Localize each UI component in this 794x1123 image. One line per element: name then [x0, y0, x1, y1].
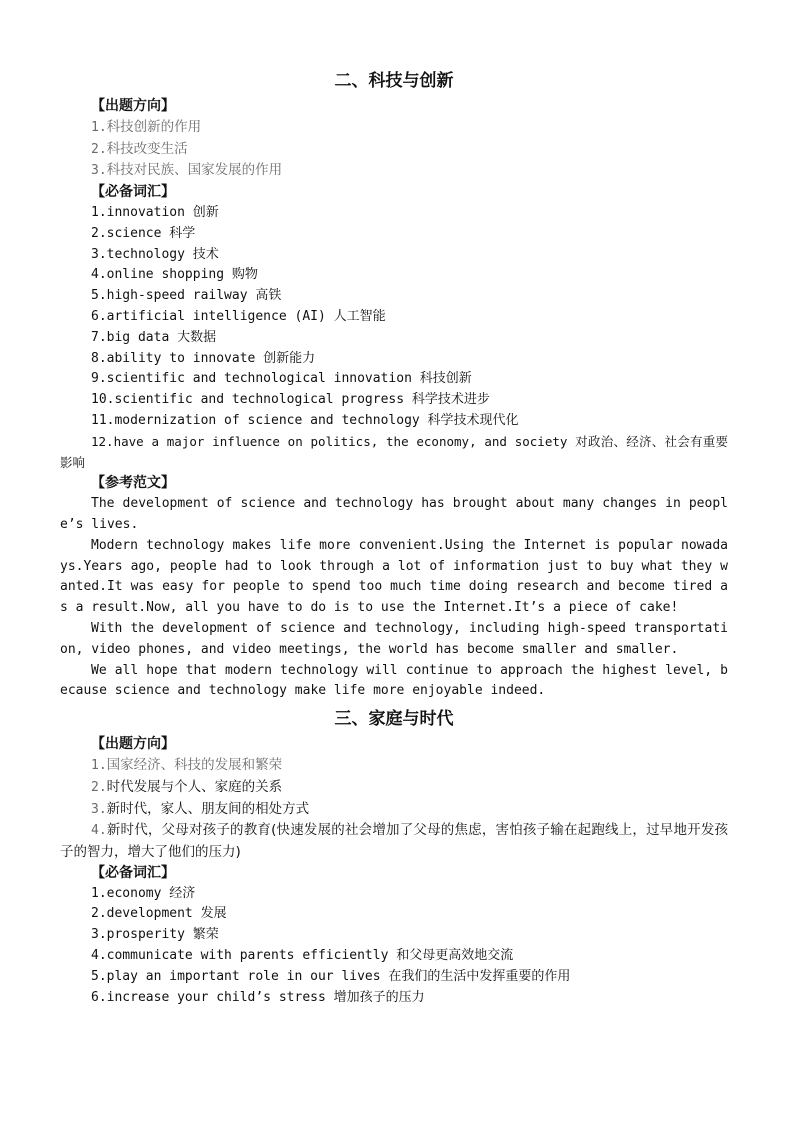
sample-paragraph: We all hope that modern technology will continue to approach the highest level, because science and technology make life more enjoyable indeed. [60, 662, 728, 699]
direction-text: 新时代，父母对孩子的教育(快速发展的社会增加了父母的焦虑，害怕孩子输在起跑线上，过早地开发孩子的智力，增大了他们的压力) [60, 822, 728, 861]
document-page [60, 68, 728, 1008]
sample-heading: 【参考范文】 [91, 475, 175, 492]
direction-number: 2. [91, 779, 107, 795]
vocab-item: 2.development 发展 [91, 906, 227, 922]
direction-number: 4. [91, 823, 107, 839]
direction-item [91, 117, 728, 139]
direction-text: 科技改变生活 [106, 140, 188, 157]
vocab-item: 10.scientific and technological progress 科学技术进步 [91, 392, 490, 408]
vocab-item: 9.scientific and technological innovation 科技创新 [91, 371, 472, 387]
direction-number: 2. [91, 141, 107, 157]
sample-paragraph: The development of science and technology has brought about many changes in people’s lives. [60, 496, 728, 532]
vocab-item: 3.technology 技术 [91, 246, 219, 262]
direction-text: 科技创新的作用 [106, 118, 202, 135]
vocab-item: 6.increase your child’s stress 增加孩子的压力 [91, 989, 425, 1005]
vocab-item: 4.online shopping 购物 [91, 267, 258, 283]
vocab-item: 5.play an important role in our lives 在我们的生活中发挥重要的作用 [91, 968, 571, 984]
direction-item-wrapped [60, 820, 728, 863]
direction-item [91, 777, 728, 799]
vocab-item: 8.ability to innovate 创新能力 [91, 350, 316, 366]
direction-number: 1. [91, 119, 107, 135]
vocab-item: 11.modernization of science and technology 科学技术现代化 [91, 412, 519, 428]
vocab-item: 1.economy 经济 [91, 885, 196, 901]
vocab-heading: 【必备词汇】 [91, 864, 175, 881]
direction-number: 1. [91, 757, 107, 773]
direction-item [91, 799, 728, 821]
direction-heading: 【出题方向】 [91, 98, 175, 114]
vocab-item-wrapped: 12.have a major influence on politics, the economy, and society 对政治、经济、社会有重要影响 [60, 433, 728, 470]
vocab-item: 7.big data 大数据 [91, 329, 217, 345]
direction-text: 时代发展与个人、家庭的关系 [106, 778, 283, 795]
section-title: 二、科技与创新 [334, 71, 454, 91]
vocab-item: 4.communicate with parents efficiently 和父母更高效地交流 [91, 948, 514, 964]
direction-number: 3. [91, 163, 107, 179]
direction-heading: 【出题方向】 [91, 736, 175, 753]
direction-number: 3. [91, 801, 107, 817]
vocab-item: 3.prosperity 繁荣 [91, 927, 219, 943]
vocab-item: 1.innovation 创新 [91, 204, 219, 220]
vocab-item: 6.artificial intelligence (AI) 人工智能 [91, 308, 386, 324]
vocab-heading: 【必备词汇】 [91, 184, 175, 201]
direction-text: 科技对民族、国家发展的作用 [106, 162, 283, 179]
section-title: 三、家庭与时代 [334, 709, 454, 730]
vocab-item: 5.high-speed railway 高铁 [91, 288, 282, 304]
direction-item [91, 139, 728, 161]
vocab-item: 2.science 科学 [91, 225, 196, 241]
direction-text: 国家经济、科技的发展和繁荣 [106, 756, 283, 773]
sample-paragraph: Modern technology makes life more convenient.Using the Internet is popular nowadays.Years ago, people had to look through a lot of information just to buy what they wanted.It was easy for people to spend too much time doing research and become tired as a result.Now, all you have to do is to use the Internet.It’s a piece of cake! [60, 537, 728, 616]
direction-item [91, 755, 728, 777]
direction-item [91, 160, 728, 182]
direction-text: 新时代，家人、朋友间的相处方式 [106, 800, 310, 817]
sample-paragraph: With the development of science and technology, including high-speed transportation, video phones, and video meetings, the world has become smaller and smaller. [60, 620, 728, 657]
